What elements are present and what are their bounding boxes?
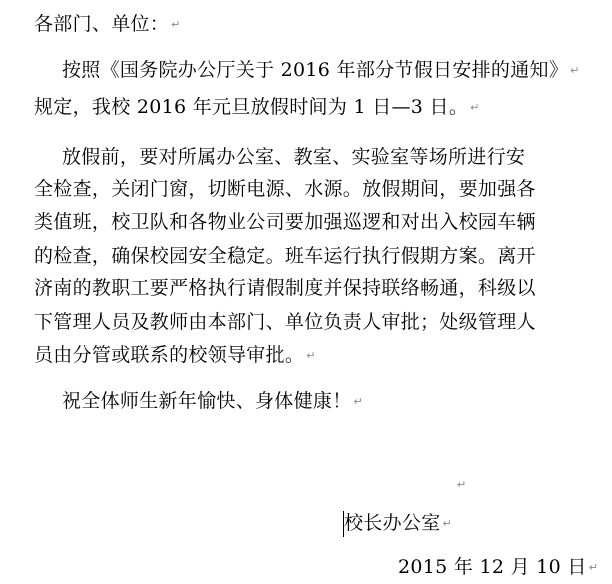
paragraph-2-line-5: 济南的教职工要严格执行请假制度并保持联络畅通，科级以: [34, 277, 536, 299]
paragraph-2-line-6: 下管理人员及教师由本部门、单位负责人审批；处级管理人: [34, 311, 536, 333]
salutation: 各部门、单位：: [34, 13, 170, 35]
paragraph-mark-icon: ↵: [442, 517, 453, 530]
paragraph-2-line-1: 放假前，要对所属办公室、教室、实验室等场所进行安: [62, 146, 526, 168]
paragraph-mark-icon: ↵: [570, 64, 580, 77]
paragraph-2-line-2: 全检查，关闭门窗，切断电源、水源。放假期间，要加强各: [34, 178, 536, 200]
paragraph-2-line-3: 类值班，校卫队和各物业公司要加强巡逻和对出入校园车辆: [34, 211, 536, 233]
paragraph-2-line-4: 的检查，确保校园安全稳定。班车运行执行假期方案。离开: [34, 245, 536, 267]
paragraph-mark-icon: ↵: [588, 561, 599, 574]
paragraph-3-line: 祝全体师生新年愉快、身体健康！ ↵: [62, 390, 364, 412]
paragraph-mark-icon: ↵: [306, 349, 316, 362]
paragraph-mark-icon: ↵: [353, 395, 364, 408]
paragraph-mark-icon: ↵: [171, 18, 181, 31]
signature-line: [344, 507, 452, 540]
paragraph-mark-icon: ↵: [470, 101, 480, 114]
salutation-line: [34, 8, 181, 41]
date-line: [398, 551, 598, 584]
date: 2015 年 12 月 10 日: [398, 556, 587, 578]
signature: 校长办公室: [344, 512, 441, 534]
paragraph-1-line-2: 规定，我校 2016 年元旦放假时间为 1 日—3 日。 ↵: [34, 96, 480, 118]
paragraph-1-line-1: 按照《国务院办公厅关于 2016 年部分节假日安排的通知》 ↵: [62, 59, 580, 81]
paragraph-2-line-7: 员由分管或联系的校领导审批。 ↵: [34, 344, 316, 366]
paragraph-mark-icon: ↵: [457, 478, 467, 491]
